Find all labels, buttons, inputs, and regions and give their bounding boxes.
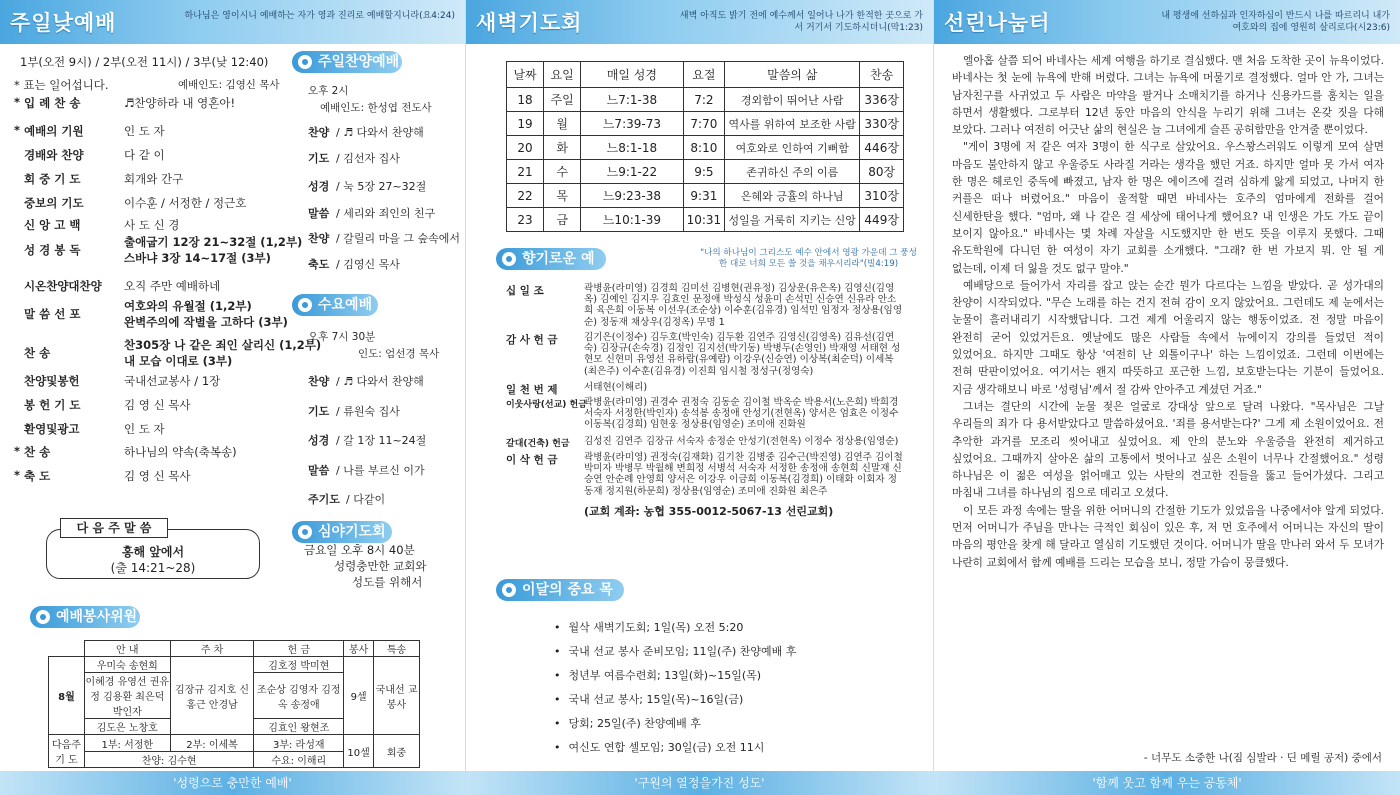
order-value: 이수훈 / 서정한 / 정근호 bbox=[124, 196, 247, 210]
table-cell: 310장 bbox=[860, 184, 904, 208]
table-cell: 느8:1-18 bbox=[581, 136, 684, 160]
event-item: • 당회; 25일(주) 찬양예배 후 bbox=[554, 715, 701, 731]
service-schedule: 1부(오전 9시) / 2부(오전 11시) / 3부(낮 12:40) bbox=[20, 55, 269, 69]
praise-item-value: / ♬ 다와서 찬양해 bbox=[336, 126, 424, 139]
story-paragraph: "게이 3명에 저 같은 여자 3명이 한 식구로 살았어요. 우스꽝스러워도 이렇게 모여 살면 마음도 불안하지 않고 우울증도 사라질 거라는 생각을 했던 거죠. 하지만 얼마 못 가서 여자 한 명은 헤로인 중독에 빠졌고, 남자 한 명은 에이즈에 걸려 심하게 앓게 되었고, 나머지 한 커플은 떠나 버렸어요." 마음이 울적할 때면 바네사는 호주의 엄마에게 전화를 걸어 신세한탄을 했다. "엄마, 왜 나 같은 걸 세상에 태어나게 했어요? 내 인생은 가도 가도 끝이 보이지 않아요." 바네사는 몇 차례 자살을 시도했지만 한 번도 뜻을 이루지 못했다. 그때 유도학원에 다니던 한 여성이 자기 교회를 소개했다. "그래? 한 번 가보지 뭐. 안 될 게 없는데, 이제 더 잃을 것도 없구 말야." bbox=[952, 140, 1384, 275]
worship-panel bbox=[0, 0, 466, 795]
offering-cell: 김호정 박미현 bbox=[254, 657, 344, 673]
panel-header bbox=[466, 0, 933, 44]
wednesday-item-label: 성경 bbox=[308, 434, 330, 447]
table-row bbox=[507, 208, 904, 232]
table-row bbox=[507, 160, 904, 184]
friday-header: 심야기도회 bbox=[292, 521, 392, 543]
wednesday-item-value: / 갈 1장 11~24절 bbox=[336, 434, 427, 447]
table-header: 요일 bbox=[544, 62, 581, 88]
order-value: 내 모습 이대로 (3부) bbox=[124, 354, 233, 368]
order-value: 국내선교봉사 / 1장 bbox=[124, 374, 221, 388]
table-cell: 느7:1-38 bbox=[581, 88, 684, 112]
dawn-prayer-panel bbox=[466, 0, 934, 795]
table-cell: 느9:1-22 bbox=[581, 160, 684, 184]
order-value: 사 도 신 경 bbox=[124, 218, 180, 232]
service-cell: 9셀 bbox=[344, 657, 374, 735]
table-cell: 존귀하신 주의 이름 bbox=[725, 160, 860, 184]
table-cell: 느10:1-39 bbox=[581, 208, 684, 232]
table-cell: 목 bbox=[544, 184, 581, 208]
table-row bbox=[507, 136, 904, 160]
col-special: 특송 bbox=[374, 641, 420, 657]
order-label: 회 중 기 도 bbox=[24, 172, 81, 186]
order-value: 완벽주의에 작별을 고하다 (3부) bbox=[124, 315, 288, 329]
order-value: 김 영 신 목사 bbox=[124, 469, 191, 483]
table-cell: 19 bbox=[507, 112, 544, 136]
header-verse: 새벽 아직도 밝기 전에 예수께서 일어나 나가 한적한 곳으로 가서 거기서 기도하시더니(막1:23) bbox=[679, 11, 923, 33]
table-cell: 20 bbox=[507, 136, 544, 160]
next-prayer-3: 3부: 라성재 bbox=[254, 735, 344, 752]
table-cell: 느9:23-38 bbox=[581, 184, 684, 208]
wednesday-item-label: 찬양 bbox=[308, 375, 330, 388]
next-wednesday: 수요: 이해리 bbox=[254, 752, 344, 768]
order-value: 출애굽기 12장 21~32절 (1,2부) bbox=[124, 235, 303, 249]
table-cell: 449장 bbox=[860, 208, 904, 232]
wednesday-leader: 인도: 엄선경 목사 bbox=[358, 348, 440, 360]
guide-cell: 우미숙 송현희 bbox=[84, 657, 170, 673]
story-paragraph: 엘아홉 살쯤 되어 바네사는 세계 여행을 하기로 결심했다. 맨 처음 도착한 곳이 뉴욕이었다. 바네사는 첫 눈에 뉴욕에 반해 버렸다. 그녀는 뉴욕에 머물기로 결정했다. 얼마 안 가, 그녀는 남자친구를 사귀었고 두 사람은 마약을 팔거나 소매치기를 하거나 신용카드를 훔치는 일을 하면서 생활했다. 그로부터 12년 동안 마음의 안식을 누리기 위해 그녀는 온갖 짓을 다해 보았다. 그러나 여전히 어긋난 삶의 현실은 늘 그녀에게 슬픈 공허함만을 안겨줄 뿐이었다. bbox=[952, 54, 1384, 137]
praise-item-value: / 눅 5장 27~32절 bbox=[336, 180, 427, 193]
panel-title: 선린나눔터 bbox=[944, 11, 1051, 35]
panel-footer: '구원의 열정을가진 성도' bbox=[466, 771, 933, 795]
next-week-label: 다음주 기 도 bbox=[49, 735, 85, 768]
offering-names: 서태현(이해리) bbox=[584, 382, 648, 393]
order-label: 입 례 찬 송 bbox=[24, 96, 81, 110]
panel-title: 주일낮예배 bbox=[10, 11, 117, 35]
story-text bbox=[952, 52, 1384, 571]
col-offering: 헌 금 bbox=[254, 641, 344, 657]
offering-names: 김성진 김연주 김장규 서숙자 송정순 안성기(전현옥) 이정수 정상용(임영순) bbox=[584, 436, 899, 447]
table-header: 요절 bbox=[683, 62, 724, 88]
circle-bullet-icon bbox=[502, 252, 516, 266]
offering-names: 곽병윤(라미영) 권경수 권정숙 김동순 김이철 박옥순 박용서(노은희) 박희경 서숙자 서정한(박인자) 송석봉 송정애 안성기(전현옥) 양서은 엄효은 이정수 이동복(김경희) 임현웅 정상용(임영순) 조미애 진화원 bbox=[584, 397, 899, 431]
event-item: • 국내 선교 봉사; 15일(목)~16일(금) bbox=[554, 691, 743, 707]
order-value: 찬305장 나 같은 죄인 살리신 (1,2부) bbox=[124, 338, 322, 352]
order-label: 찬양및봉헌 bbox=[24, 374, 80, 388]
circle-bullet-icon bbox=[502, 583, 516, 597]
table-cell: 경외함이 뛰어난 사람 bbox=[725, 88, 860, 112]
wednesday-item-label: 주기도 bbox=[308, 493, 340, 506]
table-cell: 80장 bbox=[860, 160, 904, 184]
next-prayer-1: 1부: 서정한 bbox=[84, 735, 170, 752]
table-cell: 10:31 bbox=[683, 208, 724, 232]
table-cell: 23 bbox=[507, 208, 544, 232]
worship-leader: 예배인도: 김영신 목사 bbox=[178, 79, 280, 91]
order-label: 예배의 기원 bbox=[24, 124, 84, 138]
wednesday-time: 오후 7시 30분 bbox=[308, 331, 376, 343]
header-verse: 하나님은 영이시니 예배하는 자가 영과 진리로 예배할지니라(요4:24) bbox=[184, 11, 455, 21]
star-marker: * bbox=[14, 123, 21, 137]
event-item: • 월삭 새벽기도회; 1일(목) 오전 5:20 bbox=[554, 619, 743, 635]
bible-reading-table bbox=[506, 61, 904, 232]
order-label: 찬 송 bbox=[24, 346, 51, 360]
table-cell: 7:70 bbox=[683, 112, 724, 136]
table-row bbox=[507, 184, 904, 208]
committee-header: 예배봉사위원 bbox=[30, 606, 140, 628]
wednesday-item-label: 기도 bbox=[308, 405, 330, 418]
order-label: 신 앙 고 백 bbox=[24, 218, 81, 232]
circle-bullet-icon bbox=[298, 55, 312, 69]
offering-names: 곽병윤(라미영) 김경희 김미선 김병현(권유정) 김상운(유은옥) 김영신(김영옥) 김예인 김지우 김효인 문정애 박성식 성윤미 손석민 신승연 신유라 안소희 육은희 이동복 이선우(조순상) 이수훈(김유경) 임석민 임정자 정상용(임영순) 정동재 채상우(김정옥) 무명 1 bbox=[584, 283, 903, 328]
order-label: 성 경 봉 독 bbox=[24, 243, 81, 257]
star-marker: * bbox=[14, 95, 21, 109]
order-label: 찬 송 bbox=[24, 445, 51, 459]
order-label: 환영및광고 bbox=[24, 422, 80, 436]
friday-purpose-2: 성도를 위해서 bbox=[352, 575, 423, 589]
praise-item-label: 찬양 bbox=[308, 126, 330, 139]
table-header: 날짜 bbox=[507, 62, 544, 88]
next-praise: 찬양: 김수현 bbox=[84, 752, 254, 768]
panel-header bbox=[934, 0, 1400, 44]
praise-item-label: 성경 bbox=[308, 180, 330, 193]
special-cell: 국내선 교봉사 bbox=[374, 657, 420, 735]
panel-title: 새벽기도회 bbox=[476, 11, 583, 35]
offering-cell: 조순상 김영자 김정옥 송정애 bbox=[254, 673, 344, 719]
table-cell: 수 bbox=[544, 160, 581, 184]
table-cell: 330장 bbox=[860, 112, 904, 136]
order-value: 오직 주만 예배하네 bbox=[124, 279, 221, 293]
praise-worship-header: 주일찬양예배 bbox=[292, 51, 402, 73]
story-source: - 너무도 소중한 나(짐 심발라 · 딘 메릴 공저) 중에서 bbox=[1143, 752, 1382, 764]
table-cell: 성일을 거룩히 지키는 신앙 bbox=[725, 208, 860, 232]
next-week-scripture: (출 14:21~28) bbox=[110, 561, 196, 575]
parking-cell: 김장규 김지호 신홍근 안경남 bbox=[170, 657, 254, 735]
table-header: 매일 성경 bbox=[581, 62, 684, 88]
event-item: • 청년부 여름수련회; 13일(화)~15일(목) bbox=[554, 667, 761, 683]
table-cell: 주일 bbox=[544, 88, 581, 112]
table-header: 찬송 bbox=[860, 62, 904, 88]
table-cell: 21 bbox=[507, 160, 544, 184]
table-cell: 은혜와 긍휼의 하나님 bbox=[725, 184, 860, 208]
offering-label: 갈대(건축) 헌금 bbox=[506, 439, 570, 449]
table-cell: 18 bbox=[507, 88, 544, 112]
praise-item-value: / 김선자 집사 bbox=[336, 152, 400, 165]
guide-cell: 이혜경 유영선 권유정 김용환 최은덕 박인자 bbox=[84, 673, 170, 719]
order-label: 경배와 찬양 bbox=[24, 148, 84, 162]
wednesday-item-value: / 나를 부르신 이가 bbox=[336, 464, 425, 477]
praise-item-label: 말씀 bbox=[308, 207, 330, 220]
wednesday-item-value: / ♬ 다와서 찬양해 bbox=[336, 375, 424, 388]
star-marker: * bbox=[14, 444, 21, 458]
table-cell: 월 bbox=[544, 112, 581, 136]
offering-label: 이 삭 헌 금 bbox=[506, 454, 558, 466]
story-paragraph: 그녀는 결단의 시간에 눈물 젖은 얼굴로 강대상 앞으로 달려 나왔다. "목사님은 그날 우리들의 죄가 다 용서받았다고 말씀하셨어요. '죄를 용서받는다?' 그게 제 소원이었어요. 전 추악한 과거를 모조리 씻어내고 싶었어요. 제 안의 분노와 우울증을 완전히 제거하고 싶었어요. 그때까지 살아온 삶의 고통에서 벗어나고 싶은 소원이 너무나 간절했어요." 성령 하나님은 이 젊은 여성을 얽어매고 있는 사탄의 견고한 진들을 뚫고 들어가셨다. 그리고 마침내 그녀를 하나님의 집으로 데리고 오셨다. bbox=[952, 399, 1384, 500]
order-value: 회개와 간구 bbox=[124, 172, 184, 186]
praise-time: 오후 2시 bbox=[308, 85, 349, 97]
offering-label: 이웃사랑(선교) 헌금 bbox=[506, 400, 587, 410]
order-label: 중보의 기도 bbox=[24, 196, 84, 210]
table-cell: 역사를 위하여 보조한 사람 bbox=[725, 112, 860, 136]
story-paragraph: 예배당으로 들어가서 자리를 잡고 앉는 순간 뭔가 다르다는 느낌을 받았다. 곧 성가대의 찬양이 시작되었다. "무슨 노래를 하는 건지 전혀 감이 오지 않았어요. 그런데도 제 눈에서는 눈물이 흘러내리기 시작했답니다. 그건 제게 어울리지 않는 행동이었죠. 전 정말 마음이 완전히 굳어 있었거든요. 옛날에도 많은 사람들 속에서 뉴에이지 강의를 들었던 적이 있었어요. 하지만 그때도 항상 '여전히 난 외톨이구나' 하는 느낌이었죠. 그런데 이번에는 전혀 딴판이었어요. 여기서는 왠지 따뜻하고 포근한 느낌, 보호받는다는 기분이 들었어요. 지금 생각해보니 바로 '성령님'께서 절 감싸 안아주고 계셨던 거죠." bbox=[952, 278, 1384, 396]
sharing-panel bbox=[934, 0, 1400, 795]
praise-item-label: 축도 bbox=[308, 258, 330, 271]
praise-item-label: 찬양 bbox=[308, 232, 330, 245]
offering-label: 십 일 조 bbox=[506, 285, 544, 297]
panel-footer: '함께 웃고 함께 우는 공동체' bbox=[934, 771, 1400, 795]
offering-names: 김기은(이정수) 김두호(박인숙) 김두환 김연주 김영신(김영옥) 김유선(김연숙) 김장규(손숙경) 김정인 김지선(박기동) 박병두(손영인) 박재영 서태현 성현모 신현미 유영선 유하람(유예람) 이강우(신승연) 이상복(최순덕) 이세복(최은주) 이수훈(김유경) 이진희 임시철 정성구(정영숙) bbox=[584, 332, 901, 377]
praise-item-value: / 세리와 죄인의 친구 bbox=[336, 207, 436, 220]
next-service-cell: 10셀 bbox=[344, 735, 374, 768]
circle-bullet-icon bbox=[298, 298, 312, 312]
circle-bullet-icon bbox=[298, 525, 312, 539]
offering-names: 곽병윤(라미영) 권정숙(김재화) 김기찬 김병중 김수근(박진영) 김연주 김이철 박미자 박병무 박월해 변희정 서병석 서숙자 서정한 송정애 송현희 신말재 신승연 안순례 안영희 양서은 이강우 이금희 이동복(김경희) 이태화 이회자 정동재 정지원(하문희) 정상용(임영순) 조미애 진화원 최은주 bbox=[584, 452, 903, 497]
order-value: 김 영 신 목사 bbox=[124, 398, 191, 412]
offering-cell: 김효인 왕현조 bbox=[254, 719, 344, 735]
offering-header: 향기로운 예물 bbox=[496, 248, 606, 270]
praise-item-label: 기도 bbox=[308, 152, 330, 165]
star-marker: * bbox=[14, 468, 21, 482]
header-verse: 내 평생에 선하심과 인자하심이 반드시 나를 따르리니 내가 여호와의 집에 영원히 살리로다(시23:6) bbox=[1161, 11, 1390, 33]
table-cell: 8:10 bbox=[683, 136, 724, 160]
table-cell: 느7:39-73 bbox=[581, 112, 684, 136]
panel-header bbox=[0, 0, 465, 44]
friday-time: 금요일 오후 8시 40분 bbox=[304, 543, 415, 557]
church-account: (교회 계좌: 농협 355-0012-5067-13 선린교회) bbox=[584, 505, 834, 518]
order-value: 여호와의 유월절 (1,2부) bbox=[124, 299, 252, 313]
praise-leader: 예배인도: 한성엽 전도사 bbox=[320, 102, 432, 114]
offering-label: 일 천 번 제 bbox=[506, 384, 558, 396]
table-cell: 336장 bbox=[860, 88, 904, 112]
table-cell: 화 bbox=[544, 136, 581, 160]
order-value: 스바냐 3장 14~17절 (3부) bbox=[124, 251, 271, 265]
circle-bullet-icon bbox=[36, 610, 50, 624]
order-label: 시온찬양대찬양 bbox=[24, 279, 102, 293]
order-value: 다 같 이 bbox=[124, 148, 165, 162]
table-cell: 9:31 bbox=[683, 184, 724, 208]
table-cell: 7:2 bbox=[683, 88, 724, 112]
next-week-title: 다 음 주 말 씀 bbox=[60, 518, 168, 538]
order-value: 인 도 자 bbox=[124, 124, 165, 138]
stand-note: * 표는 일어섭니다. bbox=[14, 78, 109, 92]
wednesday-item-value: / 다같이 bbox=[346, 493, 386, 506]
praise-item-value: / 갈릴리 마을 그 숲속에서 bbox=[336, 232, 460, 245]
table-cell: 446장 bbox=[860, 136, 904, 160]
next-week-sermon: 홍해 앞에서 bbox=[121, 545, 185, 559]
col-parking: 주 차 bbox=[170, 641, 254, 657]
events-header: 이달의 중요 목회 bbox=[496, 579, 624, 601]
table-cell: 9:5 bbox=[683, 160, 724, 184]
order-value: ♬찬양하라 내 영혼아! bbox=[124, 96, 236, 110]
friday-purpose-1: 성령충만한 교회와 bbox=[334, 559, 427, 573]
table-header: 말씀의 삶 bbox=[725, 62, 860, 88]
order-label: 축 도 bbox=[24, 469, 51, 483]
table-row bbox=[507, 88, 904, 112]
table-cell: 여호와로 인하여 기뻐함 bbox=[725, 136, 860, 160]
table-cell: 22 bbox=[507, 184, 544, 208]
praise-item-value: / 김영신 목사 bbox=[336, 258, 400, 271]
wednesday-header: 수요예배 bbox=[292, 294, 378, 316]
month-label: 8월 bbox=[49, 657, 85, 735]
next-special-cell: 회중 bbox=[374, 735, 420, 768]
next-prayer-2: 2부: 이세복 bbox=[170, 735, 254, 752]
committee-table bbox=[48, 640, 420, 768]
wednesday-item-value: / 류원숙 집사 bbox=[336, 405, 400, 418]
offering-verse: "나의 하나님이 그리스도 예수 안에서 영광 가운데 그 풍성한 대로 너희 모든 쓸 것을 채우시리라"(빌4:19) bbox=[700, 248, 917, 269]
order-value: 하나님의 약속(축복송) bbox=[124, 445, 237, 459]
wednesday-item-label: 말씀 bbox=[308, 464, 330, 477]
order-label: 봉 헌 기 도 bbox=[24, 398, 81, 412]
col-guide: 안 내 bbox=[84, 641, 170, 657]
event-item: • 여신도 연합 셀모임; 30일(금) 오전 11시 bbox=[554, 739, 764, 755]
event-item: • 국내 선교 봉사 준비모임; 11일(주) 찬양예배 후 bbox=[554, 643, 796, 659]
panel-footer: '성령으로 충만한 예배' bbox=[0, 771, 465, 795]
order-label: 말 씀 선 포 bbox=[24, 307, 81, 321]
table-row bbox=[507, 112, 904, 136]
story-paragraph: 이 모든 과정 속에는 딸을 위한 어머니의 간절한 기도가 있었음을 나중에서야 알게 되었다. 먼저 어머니가 주님을 만나는 극적인 회심이 있은 후, 저 먼 호주에서 어머니는 자신의 딸이 마음의 평안을 찾게 해 달라고 열심히 기도했던 것이다. 어머니가 딸을 만나러 와서 두 모녀가 나란히 교회에서 함께 예배를 드리는 모습을 보니, 정말 가슴이 뭉클했다. bbox=[952, 503, 1384, 569]
col-service: 봉사 bbox=[344, 641, 374, 657]
order-value: 인 도 자 bbox=[124, 422, 165, 436]
table-cell: 금 bbox=[544, 208, 581, 232]
guide-cell: 김도은 노창호 bbox=[84, 719, 170, 735]
offering-label: 감 사 헌 금 bbox=[506, 334, 558, 346]
